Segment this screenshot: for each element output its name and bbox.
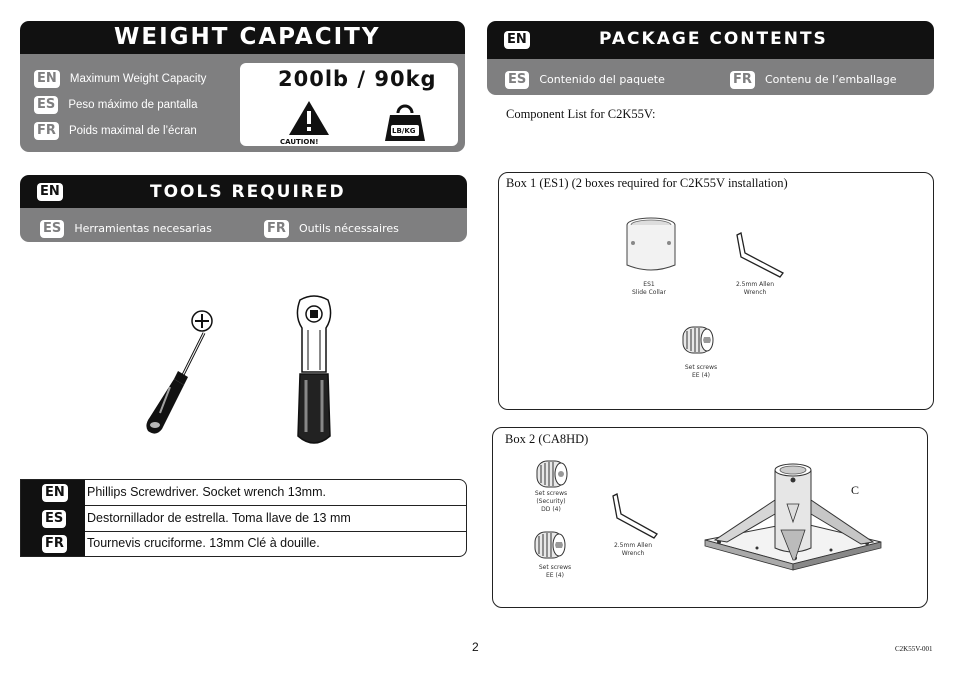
package-sub-fr (730, 68, 897, 89)
security-screw-caption (523, 490, 579, 514)
weight-capacity-panel (20, 54, 465, 152)
tools-sub-fr (264, 217, 399, 238)
dd-caption-line: DD (4) (541, 506, 561, 513)
weight-row-en (34, 67, 206, 88)
collar-caption (619, 281, 679, 297)
package-sub-fr-text: Contenu de l’emballage (764, 73, 897, 86)
weight-row-es (34, 93, 197, 114)
dd-caption-line: (Security) (536, 498, 566, 505)
tools-row-es (21, 506, 466, 532)
weight-icon-label: LB/KG (392, 127, 416, 135)
capacity-value: 200lb / 90kg (278, 67, 437, 91)
lang-badge: EN (34, 70, 60, 88)
caution-label: CAUTION! (280, 138, 319, 146)
package-sub-es (505, 68, 665, 89)
wrench-caption-line: 2.5mm Allen (735, 281, 775, 288)
lang-badge: ES (505, 71, 529, 89)
set-screw-caption (671, 364, 731, 380)
weight-capacity-title: WEIGHT CAPACITY (114, 24, 381, 50)
lang-badge-en: EN (37, 183, 63, 201)
ee-caption-line: Set screws (538, 564, 572, 571)
capacity-card (240, 63, 458, 146)
allen-wrench-caption (723, 281, 787, 297)
weight-label-es: Peso máximo de pantalla (68, 99, 198, 111)
weight-label-fr: Poids maximal de l’écran (68, 125, 197, 137)
screw-caption-line: EE (4) (692, 372, 710, 379)
socket-wrench-icon (290, 294, 338, 446)
lang-badge: FR (730, 71, 755, 89)
set-screw-ee-caption (527, 564, 583, 580)
part-c-label: C (851, 483, 860, 497)
dd-caption-line: Set screws (534, 490, 568, 497)
tools-row-en-text: Phillips Screwdriver. Socket wrench 13mm. (85, 480, 466, 506)
tools-row-fr (21, 532, 466, 556)
collar-caption-line: Slide Collar (632, 289, 666, 296)
security-set-screw-icon (533, 458, 573, 490)
tools-row-en (21, 480, 466, 506)
wrench2-caption-line: 2.5mm Allen (613, 542, 653, 549)
lang-badge: ES (34, 96, 58, 114)
slide-collar-icon (623, 215, 679, 275)
package-title: PACKAGE CONTENTS (599, 29, 828, 49)
column-base-icon (697, 460, 887, 576)
page-number: 2 (472, 640, 479, 654)
set-screw-icon (679, 323, 717, 357)
box2-label: Box 2 (CA8HD) (505, 432, 589, 446)
component-list-label: Component List for C2K55V: (506, 107, 656, 121)
weight-label-en: Maximum Weight Capacity (69, 73, 207, 85)
ee-caption-line: EE (4) (546, 572, 564, 579)
tools-row-fr-text: Tournevis cruciforme. 13mm Clé à douille. (87, 536, 320, 550)
tools-sub-es (40, 217, 212, 238)
lang-badge: EN (42, 484, 68, 502)
wrench2-caption-line: Wrench (621, 550, 645, 557)
tools-sub-es-text: Herramientas necesarias (74, 222, 212, 235)
collar-caption-line: ES1 (643, 281, 655, 288)
allen-wrench-icon (731, 231, 787, 279)
box1-label: Box 1 (ES1) (2 boxes required for C2K55V installation) (506, 176, 788, 190)
lang-badge: FR (42, 535, 67, 553)
weight-capacity-header (20, 21, 465, 54)
package-sub-es-text: Contenido del paquete (539, 73, 665, 86)
wrench-caption-line: Wrench (743, 289, 767, 296)
document-code: C2K55V-001 (895, 645, 933, 653)
weight-icon (384, 103, 426, 143)
box2-panel (492, 427, 928, 608)
allen-wrench-2-caption (601, 542, 665, 558)
tools-title: TOOLS REQUIRED (150, 182, 346, 202)
package-header (487, 21, 934, 59)
lang-badge-en: EN (504, 31, 530, 49)
box1-panel (498, 172, 934, 410)
tools-table (20, 479, 467, 557)
tools-sub-fr-text: Outils nécessaires (298, 222, 399, 235)
allen-wrench-2-icon (609, 492, 661, 540)
caution-icon (287, 99, 331, 137)
lang-badge: ES (42, 510, 66, 528)
tools-header (20, 175, 467, 208)
lang-badge: FR (34, 122, 59, 140)
lang-badge: FR (264, 220, 289, 238)
screw-caption-line: Set screws (684, 364, 718, 371)
tools-subheader (20, 208, 467, 242)
package-subheader (487, 59, 934, 95)
lang-badge: ES (40, 220, 64, 238)
tools-row-es-text: Destornillador de estrella. Toma llave de 13 mm (85, 506, 466, 532)
set-screw-ee-icon (531, 529, 571, 561)
weight-row-fr (34, 119, 197, 140)
screwdriver-icon (140, 305, 220, 440)
